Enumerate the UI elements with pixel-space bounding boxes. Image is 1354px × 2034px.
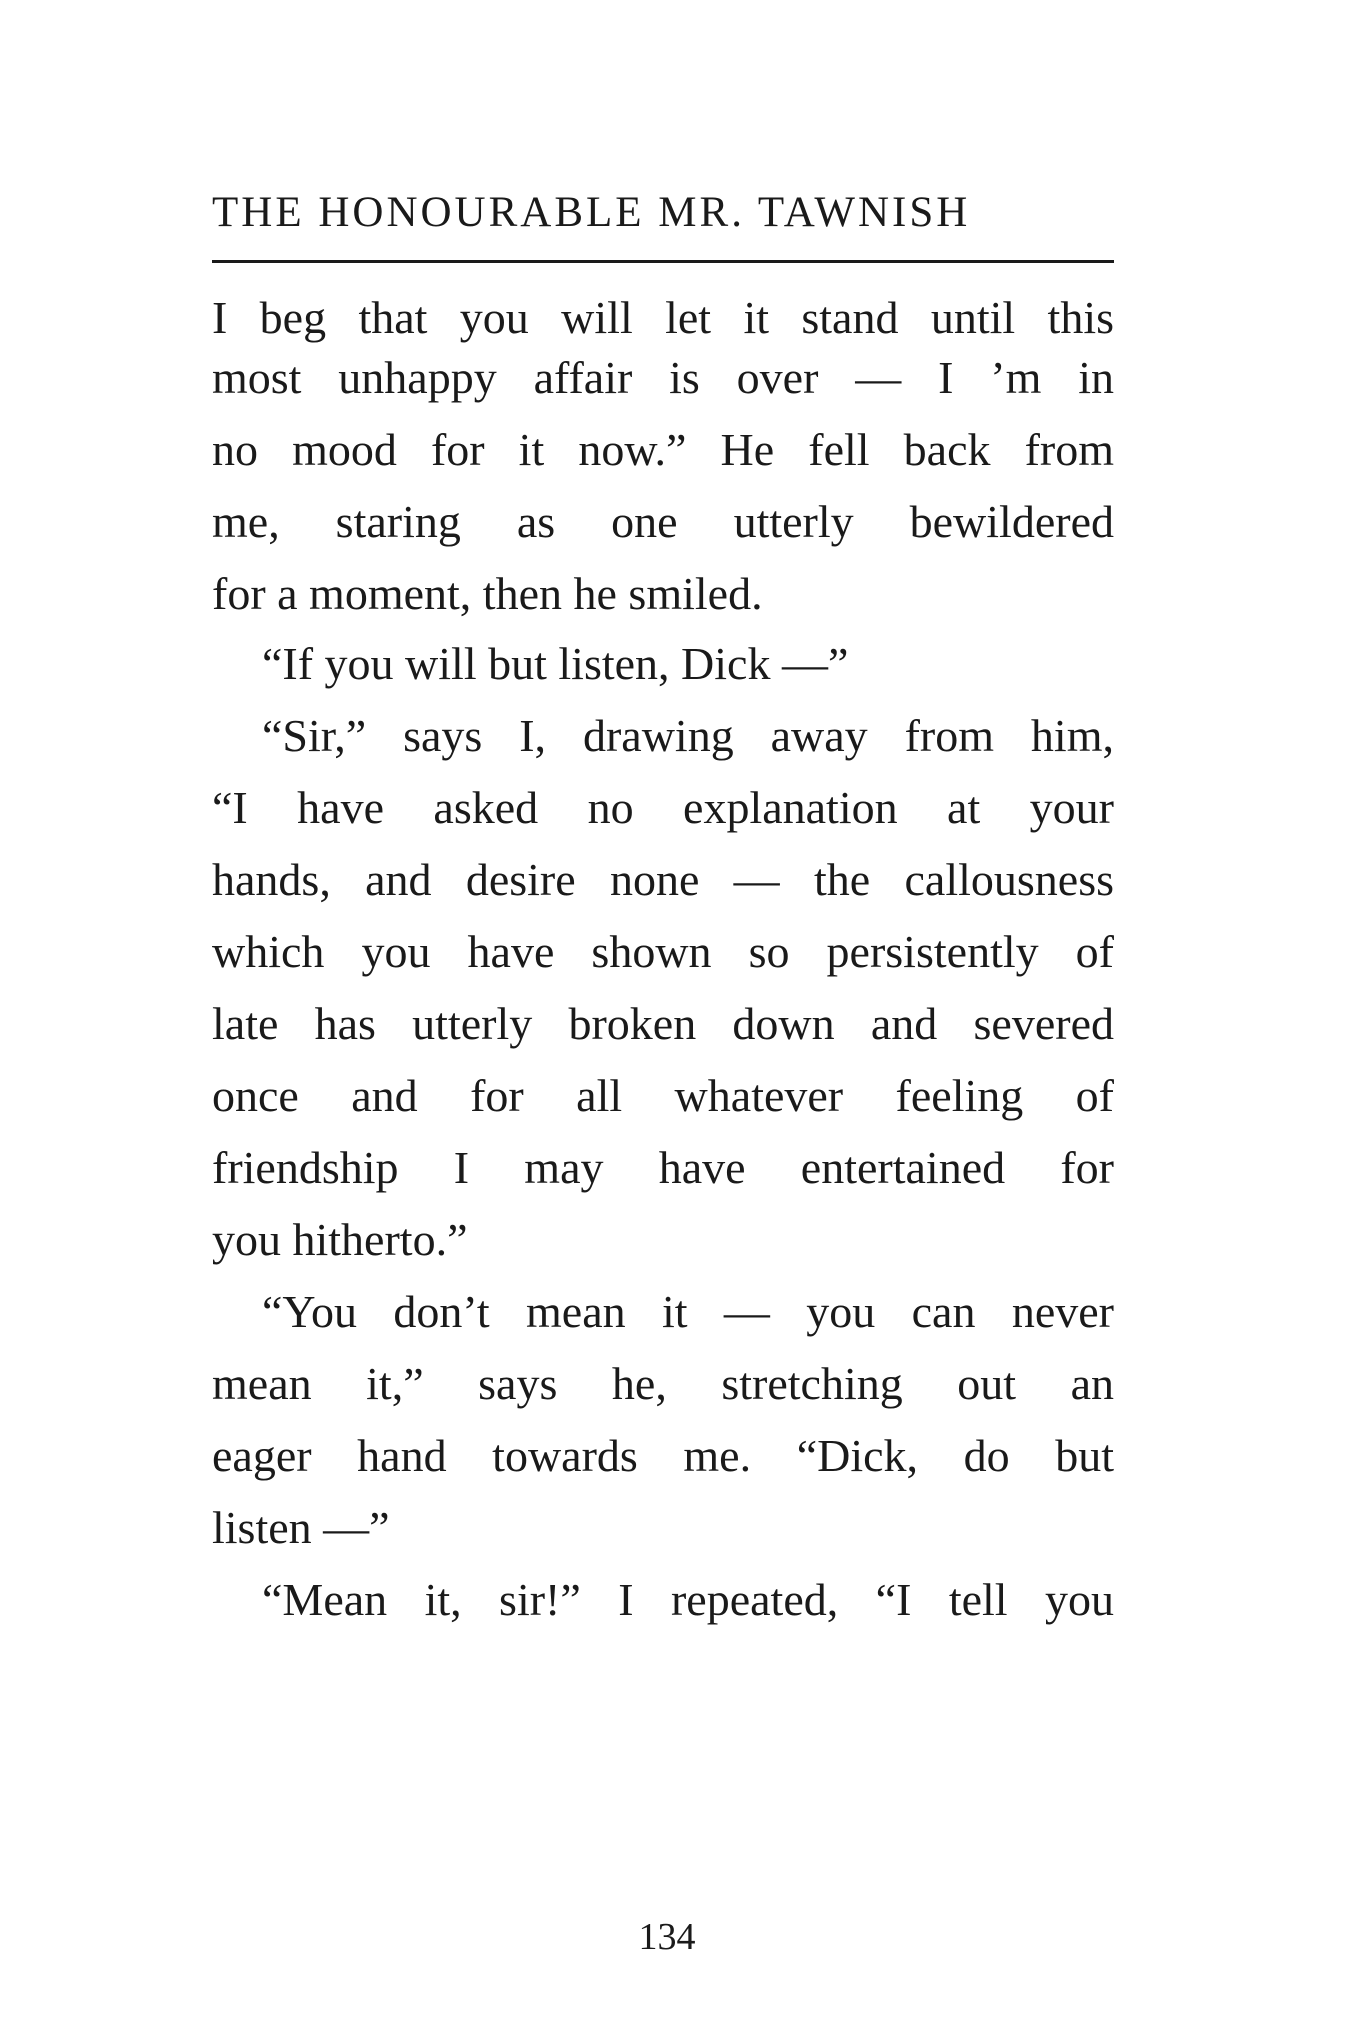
body-line: me, staring as one utterly bewildered	[212, 496, 1114, 547]
body-line: “If you will but listen, Dick —”	[262, 638, 849, 689]
body-line: most unhappy affair is over — I ’m in	[212, 352, 1114, 403]
body-line: “Sir,” says I, drawing away from him,	[262, 710, 1114, 761]
body-line: once and for all whatever feeling of	[212, 1070, 1114, 1121]
body-line: hands, and desire none — the callousness	[212, 854, 1114, 905]
body-line: friendship I may have entertained for	[212, 1142, 1114, 1193]
header-rule	[212, 260, 1114, 263]
body-line: for a moment, then he smiled.	[212, 568, 763, 619]
body-line: late has utterly broken down and severed	[212, 998, 1114, 1049]
body-line: which you have shown so persistently of	[212, 926, 1114, 977]
body-line: “I have asked no explanation at your	[212, 782, 1114, 833]
running-head: THE HONOURABLE MR. TAWNISH	[212, 189, 971, 236]
body-line: no mood for it now.” He fell back from	[212, 424, 1114, 475]
body-line: “You don’t mean it — you can never	[262, 1286, 1114, 1337]
body-line: I beg that you will let it stand until this	[212, 292, 1114, 343]
body-line: mean it,” says he, stretching out an	[212, 1358, 1114, 1409]
page-number: 134	[638, 1916, 696, 1958]
body-line: you hitherto.”	[212, 1214, 468, 1265]
body-line: listen —”	[212, 1502, 390, 1553]
body-line: eager hand towards me. “Dick, do but	[212, 1430, 1114, 1481]
body-line: “Mean it, sir!” I repeated, “I tell you	[262, 1574, 1114, 1625]
